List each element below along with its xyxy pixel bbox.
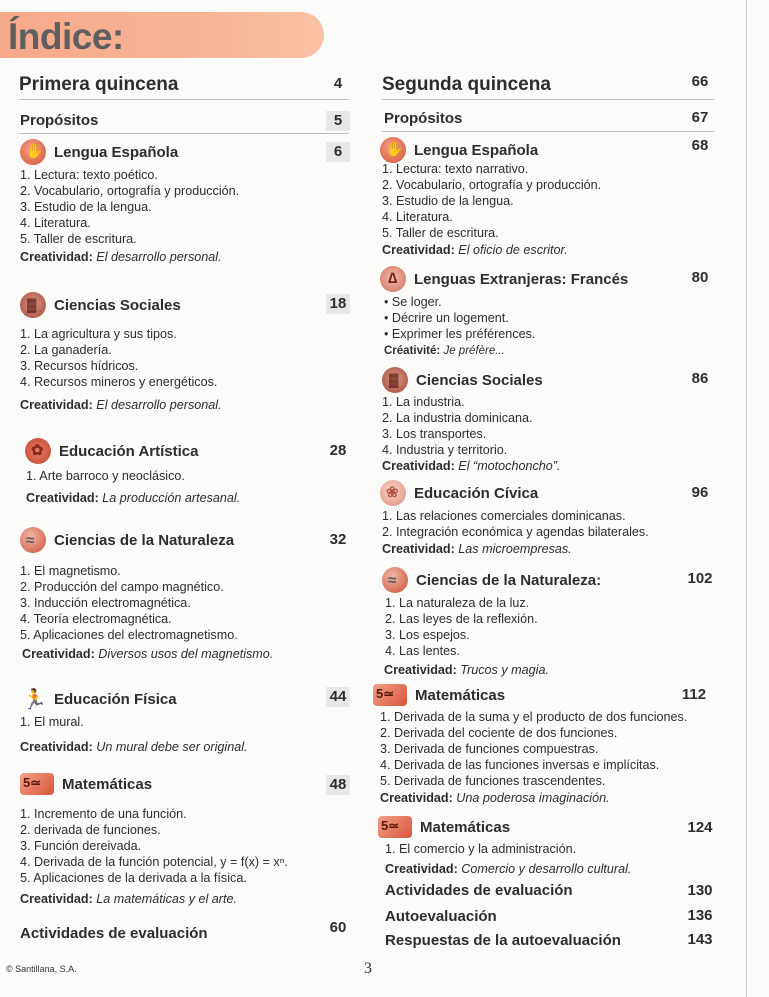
right-respuestas-page[interactable]: 143 xyxy=(687,931,713,948)
left-quincena-page[interactable]: 4 xyxy=(333,75,343,92)
creatividad-label: Creatividad: xyxy=(385,862,458,876)
math-icon xyxy=(20,773,54,795)
list-item: 4. Recursos mineros y energéticos. xyxy=(20,375,218,389)
left-fisica-page[interactable]: 44 xyxy=(326,687,350,707)
right-matematicas1-creatividad xyxy=(380,791,610,805)
left-fisica-list xyxy=(20,714,84,730)
left-fisica-heading[interactable] xyxy=(20,686,177,712)
list-item: 1. La agricultura y sus tipos. xyxy=(20,327,177,341)
list-item: 2. Integración económica y agendas bilaterales. xyxy=(382,525,649,539)
subject-label: Matemáticas xyxy=(420,818,511,836)
list-item: 2. Vocabulario, ortografía y producción. xyxy=(20,184,240,198)
right-actividades[interactable]: Actividades de evaluación xyxy=(385,882,573,899)
list-item: 5. Taller de escritura. xyxy=(20,232,137,246)
margin-rule xyxy=(746,0,747,997)
right-matematicas1-list xyxy=(380,709,687,789)
creatividad-text: El desarrollo personal. xyxy=(96,398,222,412)
subject-label: Ciencias de la Naturaleza xyxy=(54,531,235,549)
left-propositos-page[interactable]: 5 xyxy=(326,111,350,131)
list-item: 3. Recursos hídricos. xyxy=(20,359,139,373)
globe-icon xyxy=(382,367,408,393)
list-item: 2. derivada de funciones. xyxy=(20,823,161,837)
subject-label: Matemáticas xyxy=(62,775,153,793)
right-matematicas1-heading[interactable] xyxy=(373,684,505,706)
right-autoevaluacion-page[interactable]: 136 xyxy=(687,907,713,924)
list-item: 3. Los espejos. xyxy=(385,628,470,642)
creatividad-label: Creatividad: xyxy=(20,398,93,412)
right-lengua-heading[interactable] xyxy=(380,137,538,163)
list-item: 1. El comercio y la administración. xyxy=(385,842,577,856)
runner-icon xyxy=(20,686,46,712)
right-quincena-title: Segunda quincena xyxy=(382,74,551,95)
list-item: 3. Derivada de funciones compuestras. xyxy=(380,742,599,756)
list-item: 4. Las lentes. xyxy=(385,644,460,658)
subject-label: Educación Física xyxy=(54,690,177,708)
list-item: 2. La ganadería. xyxy=(20,343,112,357)
creatividad-label: Creatividad: xyxy=(20,740,93,754)
left-naturaleza-creatividad xyxy=(22,647,273,661)
creatividad-text: El desarrollo personal. xyxy=(96,250,222,264)
list-item: 1. Incremento de una función. xyxy=(20,807,187,821)
list-item: 5. Aplicaciones de la derivada a la física. xyxy=(20,871,247,885)
left-naturaleza-page[interactable]: 32 xyxy=(329,531,347,548)
nature-icon xyxy=(20,527,46,553)
list-item: 1. El mural. xyxy=(20,715,84,729)
list-item: 3. Los transportes. xyxy=(382,427,487,441)
list-item: 1. La naturaleza de la luz. xyxy=(385,596,530,610)
hand-icon xyxy=(380,137,406,163)
creatividad-label: Creatividad: xyxy=(22,647,95,661)
left-lengua-page[interactable]: 6 xyxy=(326,142,350,162)
page-title: Índice: xyxy=(8,16,124,57)
right-civica-page[interactable]: 96 xyxy=(691,484,709,501)
list-item: 4. Derivada de la función potencial, y = f(x) = xⁿ. xyxy=(20,855,288,869)
list-item: 2. Derivada del cociente de dos funciones. xyxy=(380,726,618,740)
creatividad-text: La matemáticas y el arte. xyxy=(96,892,237,906)
left-artistica-list xyxy=(26,468,185,484)
creatividad-label: Creatividad: xyxy=(384,663,457,677)
right-naturaleza-heading[interactable] xyxy=(382,567,601,593)
list-item: 2. Las leyes de la reflexión. xyxy=(385,612,538,626)
list-item: 5. Taller de escritura. xyxy=(382,226,499,240)
right-civica-creatividad xyxy=(382,542,572,556)
creatividad-label: Creatividad: xyxy=(382,243,455,257)
list-item: • Se loger. xyxy=(384,295,442,309)
right-quincena-page[interactable]: 66 xyxy=(691,73,709,90)
left-sociales-heading[interactable] xyxy=(20,292,181,318)
subject-label: Educación Artística xyxy=(59,442,199,460)
eiffel-tower-icon xyxy=(380,266,406,292)
left-artistica-heading[interactable] xyxy=(25,438,198,464)
right-civica-heading[interactable] xyxy=(380,480,538,506)
list-item: • Décrire un logement. xyxy=(384,311,509,325)
copyright: © Santillana, S.A. xyxy=(6,964,77,974)
right-sociales-list xyxy=(382,394,533,458)
right-naturaleza-page[interactable]: 102 xyxy=(687,570,713,587)
list-item: 1. El magnetismo. xyxy=(20,564,121,578)
list-item: 1. Las relaciones comerciales dominicanas. xyxy=(382,509,626,523)
left-matematicas-creatividad xyxy=(20,892,237,906)
creativite-label: Créativité: xyxy=(384,345,441,357)
creatividad-label: Creatividad: xyxy=(20,892,93,906)
right-matematicas1-page[interactable]: 112 xyxy=(681,686,707,703)
list-item: 1. Lectura: texto poético. xyxy=(20,168,158,182)
creativite-text: Je préfère... xyxy=(443,345,505,357)
right-sociales-page[interactable]: 86 xyxy=(691,370,709,387)
math-icon xyxy=(378,816,412,838)
creatividad-text: Diversos usos del magnetismo. xyxy=(98,647,274,661)
right-propositos: Propósitos xyxy=(384,110,463,127)
right-frances-page[interactable]: 80 xyxy=(691,269,709,286)
list-item: 1. Arte barroco y neoclásico. xyxy=(26,469,185,483)
subject-label: Ciencias de la Naturaleza: xyxy=(416,571,602,589)
subject-label: Lengua Española xyxy=(414,141,539,159)
right-naturaleza-creatividad xyxy=(384,663,549,677)
list-item: 2. La industria dominicana. xyxy=(382,411,533,425)
right-matematicas2-heading[interactable] xyxy=(378,816,510,838)
list-item: 3. Estudio de la lengua. xyxy=(382,194,514,208)
left-sociales-page[interactable]: 18 xyxy=(326,294,350,314)
left-matematicas-list xyxy=(20,806,288,886)
right-lengua-creatividad xyxy=(382,243,568,257)
right-respuestas[interactable]: Respuestas de la autoevaluación xyxy=(385,932,621,949)
list-item: 3. Inducción electromagnética. xyxy=(20,596,191,610)
list-item: 4. Literatura. xyxy=(382,210,453,224)
list-item: 1. Lectura: texto narrativo. xyxy=(382,162,529,176)
creatividad-text: Las microempresas. xyxy=(458,542,572,556)
divider xyxy=(382,99,714,100)
creatividad-label: Creatividad: xyxy=(382,542,455,556)
list-item: 1. Derivada de la suma y el producto de dos funciones. xyxy=(380,710,688,724)
left-lengua-creatividad xyxy=(20,250,222,264)
left-fisica-creatividad xyxy=(20,740,248,754)
subject-label: Ciencias Sociales xyxy=(416,371,543,389)
creatividad-text: El oficio de escritor. xyxy=(458,243,568,257)
right-matematicas2-list xyxy=(385,841,576,857)
handshake-icon xyxy=(380,480,406,506)
creatividad-label: Creatividad: xyxy=(382,459,455,473)
right-lengua-list xyxy=(382,161,601,241)
left-lengua-list xyxy=(20,167,239,247)
left-artistica-creatividad xyxy=(26,491,240,505)
right-frances-heading[interactable] xyxy=(380,266,628,292)
right-naturaleza-list xyxy=(385,595,538,659)
palette-icon xyxy=(25,438,51,464)
right-matematicas2-page[interactable]: 124 xyxy=(687,819,713,836)
hand-icon xyxy=(20,139,46,165)
nature-icon xyxy=(382,567,408,593)
subject-label: Matemáticas xyxy=(415,686,506,704)
creatividad-label: Creatividad: xyxy=(380,791,453,805)
right-sociales-creatividad xyxy=(382,459,561,473)
left-naturaleza-heading[interactable] xyxy=(20,527,234,553)
creatividad-text: Trucos y magia. xyxy=(460,663,549,677)
creatividad-text: El “motochoncho”. xyxy=(458,459,561,473)
left-artistica-page[interactable]: 28 xyxy=(329,442,347,459)
subject-label: Lenguas Extranjeras: Francés xyxy=(414,270,629,288)
list-item: 4. Industria y territorio. xyxy=(382,443,508,457)
list-item: 3. Función dereivada. xyxy=(20,839,142,853)
creatividad-label: Creatividad: xyxy=(26,491,99,505)
divider xyxy=(19,99,349,100)
divider xyxy=(382,131,714,132)
left-matematicas-heading[interactable] xyxy=(20,773,152,795)
creatividad-text: La producción artesanal. xyxy=(102,491,241,505)
right-matematicas2-creatividad xyxy=(385,862,631,876)
subject-label: Ciencias Sociales xyxy=(54,296,181,314)
list-item: 4. Derivada de las funciones inversas e implícitas. xyxy=(380,758,660,772)
left-actividades[interactable]: Actividades de evaluación xyxy=(20,925,208,942)
right-frances-creativite xyxy=(384,345,505,357)
right-frances-list xyxy=(384,294,535,342)
left-actividades-page[interactable]: 60 xyxy=(329,919,347,936)
left-lengua-heading[interactable] xyxy=(20,139,178,165)
right-propositos-page[interactable]: 67 xyxy=(691,109,709,126)
left-sociales-list xyxy=(20,326,217,390)
creatividad-label: Creatividad: xyxy=(20,250,93,264)
globe-icon xyxy=(20,292,46,318)
page-number: 3 xyxy=(364,960,372,977)
right-civica-list xyxy=(382,508,649,540)
left-propositos: Propósitos xyxy=(20,112,99,129)
creatividad-text: Comercio y desarrollo cultural. xyxy=(461,862,632,876)
left-sociales-creatividad xyxy=(20,398,222,412)
list-item: 5. Derivada de funciones trascendentes. xyxy=(380,774,606,788)
left-matematicas-page[interactable]: 48 xyxy=(326,775,350,795)
list-item: 1. La industria. xyxy=(382,395,465,409)
list-item: 4. Literatura. xyxy=(20,216,91,230)
creatividad-text: Una poderosa imaginación. xyxy=(456,791,610,805)
divider xyxy=(19,133,349,134)
left-naturaleza-list xyxy=(20,563,238,643)
right-actividades-page[interactable]: 130 xyxy=(687,882,713,899)
list-item: 3. Estudio de la lengua. xyxy=(20,200,152,214)
subject-label: Lengua Española xyxy=(54,143,179,161)
list-item: 4. Teoría electromagnética. xyxy=(20,612,172,626)
list-item: • Exprimer les préférences. xyxy=(384,327,536,341)
list-item: 2. Producción del campo magnético. xyxy=(20,580,224,594)
math-icon xyxy=(373,684,407,706)
right-sociales-heading[interactable] xyxy=(382,367,543,393)
list-item: 2. Vocabulario, ortografía y producción. xyxy=(382,178,602,192)
subject-label: Educación Cívica xyxy=(414,484,539,502)
creatividad-text: Un mural debe ser original. xyxy=(96,740,248,754)
right-autoevaluacion[interactable]: Autoevaluación xyxy=(385,908,497,925)
right-lengua-page[interactable]: 68 xyxy=(691,137,709,154)
left-quincena-title: Primera quincena xyxy=(19,74,179,95)
list-item: 5. Aplicaciones del electromagnetismo. xyxy=(20,628,238,642)
